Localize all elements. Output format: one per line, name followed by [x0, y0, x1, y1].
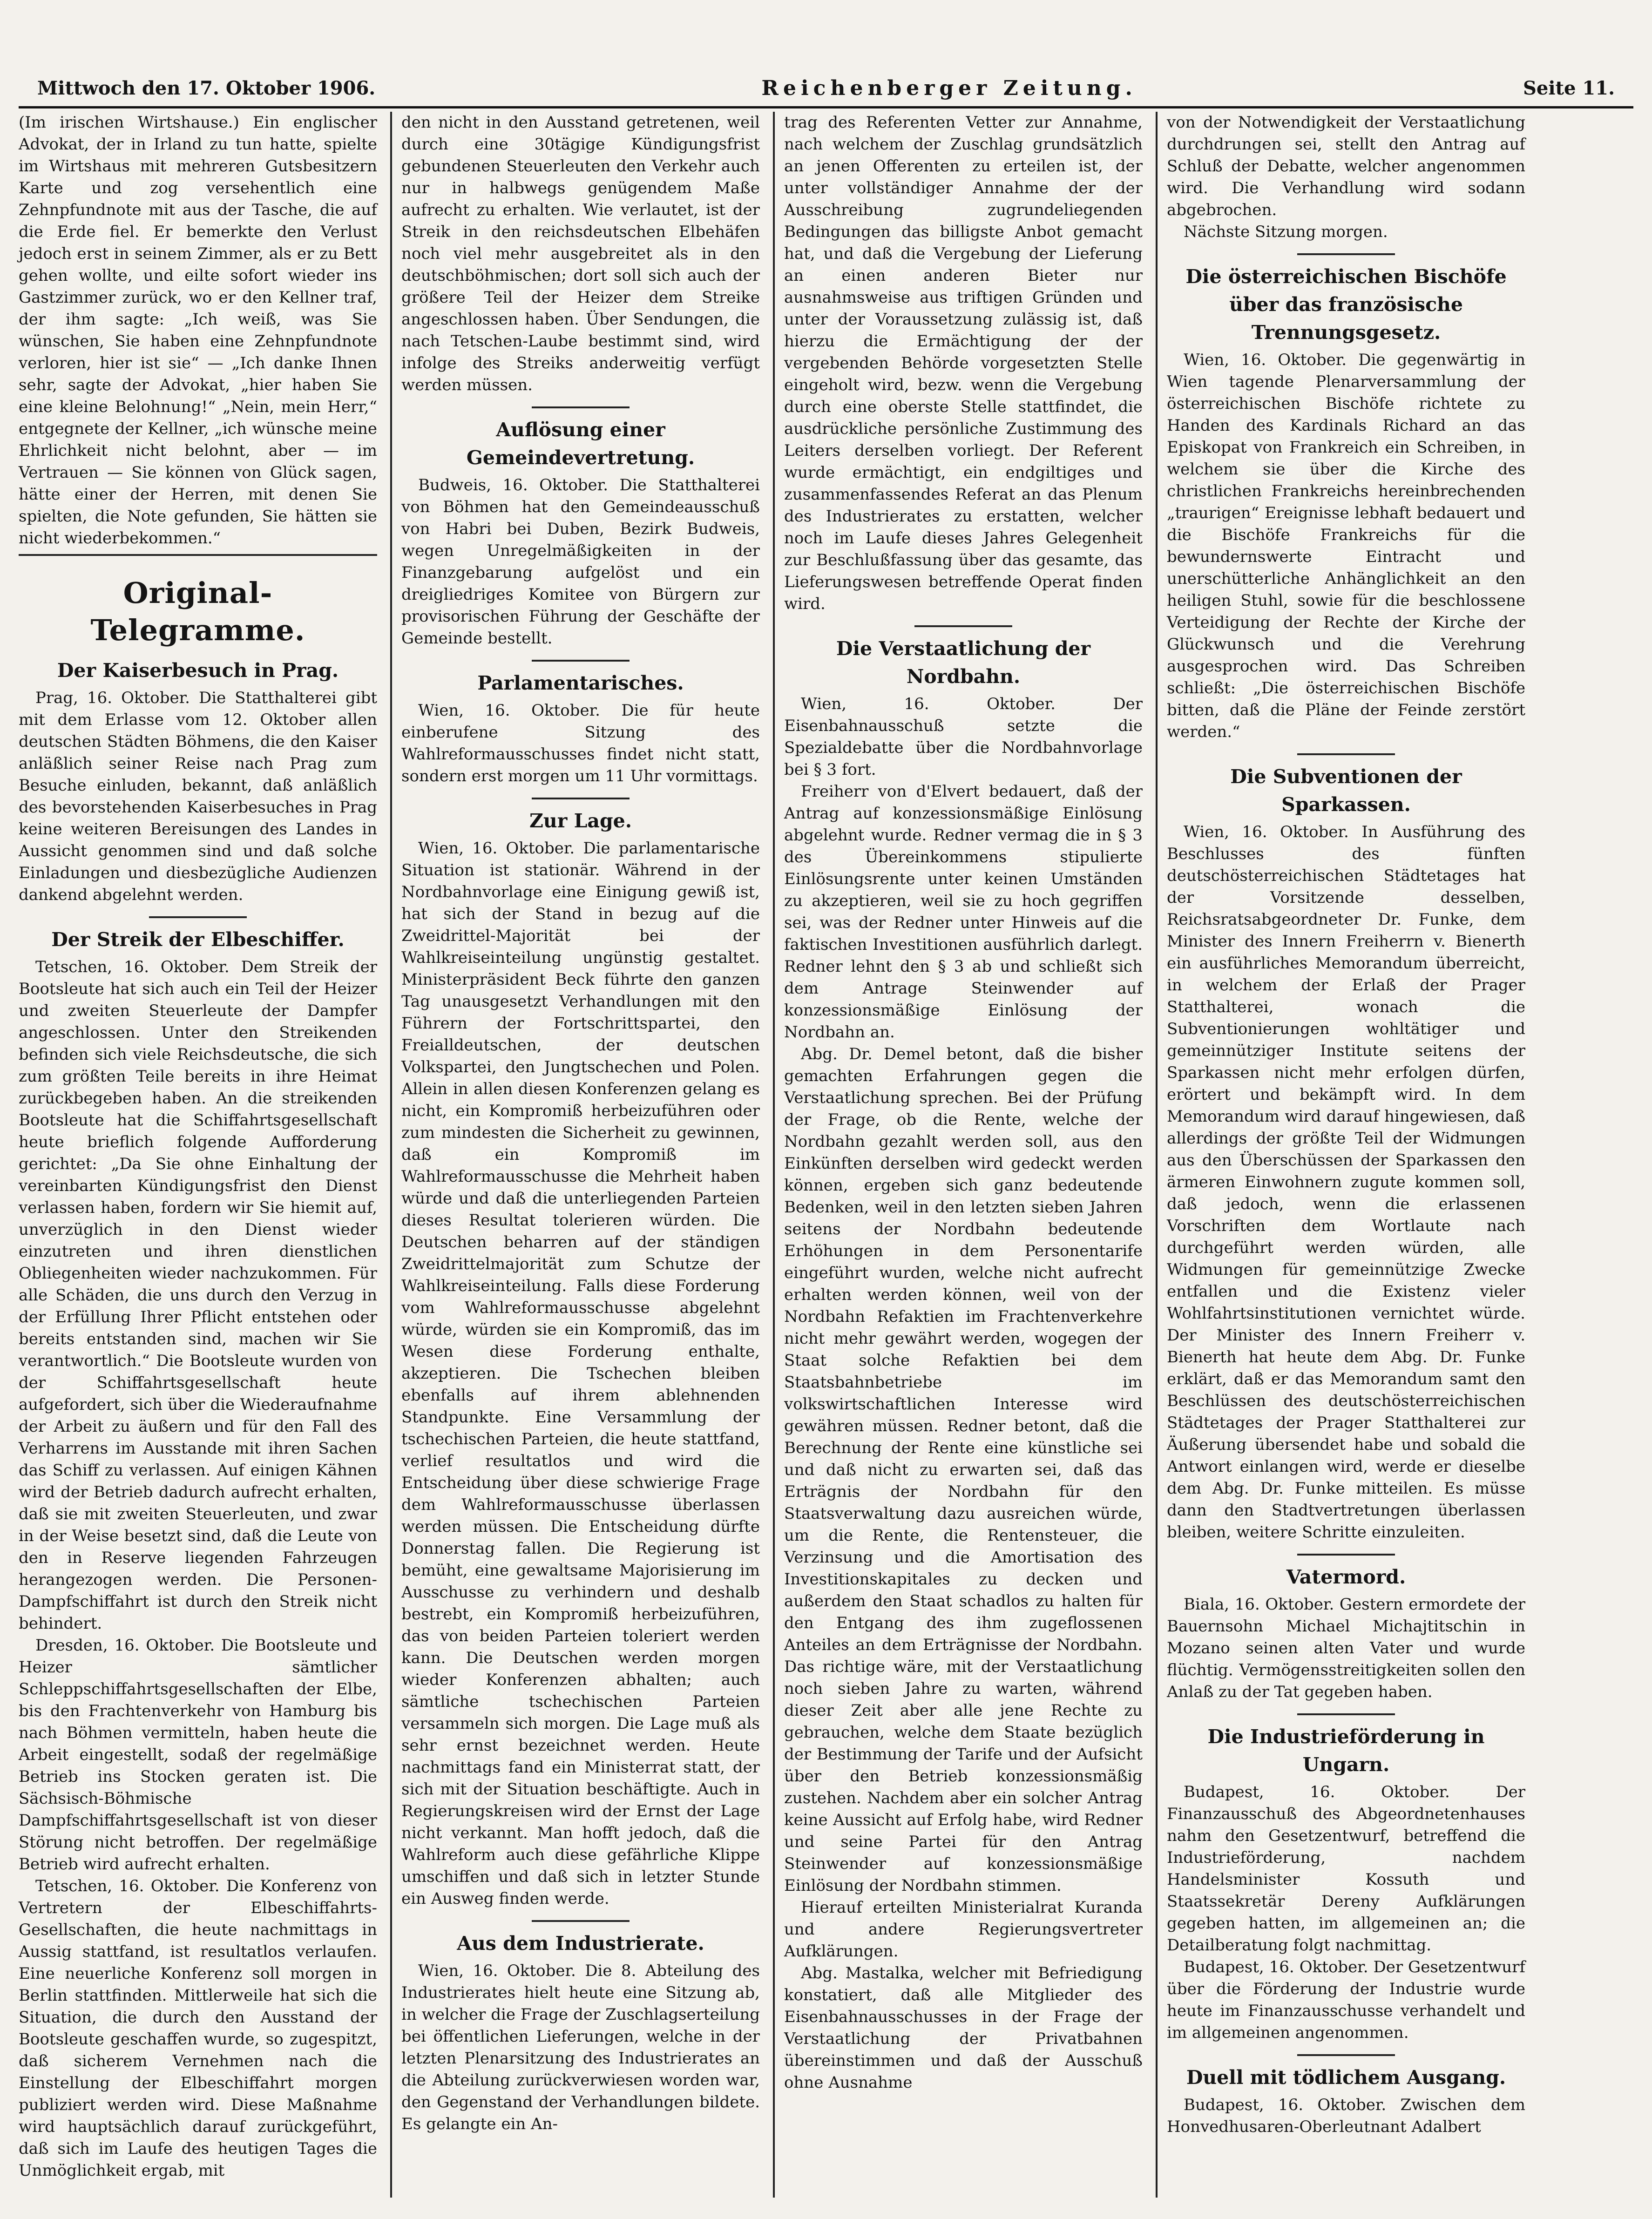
article-body-elbeschiffer-1: Tetschen, 16. Oktober. Dem Streik der Bootsleute hat sich auch ein Teil der Heizer und zweiten Steuerleute der Dampfer angeschlossen. Unter den Streikenden befinden sich viele Reichsdeutsche, die sich zum größten Teile bereits in ihre Heimat zurückbegeben haben. An die streikenden Bootsleute hat die Schiffahrtsgesellschaft heute brieflich folgende Aufforderung gerichtet: „Da Sie ohne Einhaltung der vereinbarten Kündigungsfrist den Dienst verlassen haben, fordern wir Sie hiemit auf, unverzüglich in den Dienst wieder einzutreten und ihren dienstlichen Obliegenheiten wieder nachzukommen. Für alle Schäden, die uns durch den Verzug in der Erfüllung Ihrer Pflicht entstehen oder bereits entstanden sind, machen wir Sie verantwortlich.“ Die Bootsleute wurden von der Schiffahrtsgesellschaft heute aufgefordert, sich über die Wiederaufnahme der Arbeit zu äußern und für den Fall des Verharrens im Ausstande mit ihren Sachen das Schiff zu verlassen. Auf einigen Kähnen wird der Betrieb dadurch aufrecht erhalten, daß sie mit zweiten Steuerleuten, und zwar in der Weise besetzt sind, daß die Leute von den in Reserve liegenden Fahrzeugen herangezogen werden. Die Personen-Dampfschiffahrt ist durch den Streik nicht behindert. — [19, 958, 377, 1633]
article-body-kaiserbesuch: Prag, 16. Oktober. Die Statthalterei gibt mit dem Erlasse vom 12. Oktober allen deutschen Städten Böhmens, die den Kaiser anläßlich seiner Reise nach Prag zum Besuche einluden, bekannt, daß anläßlich des bevorstehenden Kaiserbesuches in Prag keine weiteren Bereisungen des Landes in Aussicht genommen sind und daß solche Einladungen und diesbezügliche Audienzen dankend abgelehnt werden. — [19, 689, 377, 904]
separator — [1297, 253, 1395, 255]
article-body-elbeschiffer-3: Tetschen, 16. Oktober. Die Konferenz von Vertretern der Elbeschiffahrts-Gesellschaften, die heute nachmittags in Aussig stattfand, ist resultatlos verlaufen. Eine neuerliche Konferenz soll morgen in Berlin stattfinden. Mittlerweile hat sich die Situation, die durch den Ausstand der Bootsleute geschaffen wurde, so zugespitzt, daß sicherem Vernehmen nach die Einstellung der Elbeschiffahrt morgen publiziert werden wird. Diese Maßnahme wird hauptsächlich darauf zurückgeführt, daß sich im Laufe des heutigen Tages die Unmöglichkeit ergab, mit — [19, 1877, 377, 2180]
column-divider — [390, 112, 392, 2198]
article-body-industrierat: Wien, 16. Oktober. Die 8. Abteilung des Industrierates hielt heute eine Sitzung ab, in welcher die Frage der Zuschlagserteilung bei öffentlichen Lieferungen, welche in der letzten Plenarsitzung des Industrierates an die Abteilung zurückverwiesen worden war, den Gegenstand der Verhandlungen bildete. Es gelangte ein An- — [401, 1962, 760, 2133]
article-body-vatermord: Biala, 16. Oktober. Gestern ermordete der Bauernsohn Michael Michajtitschin in Mozano seinen alten Vater und wurde flüchtig. Vermögensstreitigkeiten sollen den Anlaß zu der Tat gegeben haben. — [1167, 1595, 1525, 1701]
masthead — [0, 70, 1652, 106]
article-title-sparkassen: Die Subventionen der Sparkassen. — [1230, 765, 1462, 816]
article-body-duell: Budapest, 16. Oktober. Zwischen dem Honvedhusaren-Oberleutnant Adalbert — [1167, 2096, 1525, 2136]
article-body-zur-lage: Wien, 16. Oktober. Die parlamentarische Situation ist stationär. Während in der Nordbahnvorlage eine Einigung gewiß ist, hat sich der Stand in bezug auf die Zweidrittel-Majorität bei der Wahlkreiseinteilung ungünstig gestaltet. Ministerpräsident Beck führte den ganzen Tag unausgesetzt Verhandlungen mit den Führern der Fortschrittspartei, den Freialldeutschen, der deutschen Volkspartei, den Jungtschechen und Polen. Allein in allen diesen Konferenzen gelang es nicht, ein Kompromiß herbeizuführen oder zum mindesten die Sicherheit zu gewinnen, daß ein Kompromiß im Wahlreformausschusse die Mehrheit haben würde und daß die unterliegenden Parteien dieses Resultat tolerieren würden. Die Deutschen beharren auf der ständigen Zweidrittelmajorität zum Schutze der Wahlkreiseinteilung. Falls diese Forderung vom Wahlreformausschusse abgelehnt würde, würden sie ein Kompromiß, das im Wesen diese Forderung enthalte, akzeptieren. Die Tschechen bleiben ebenfalls auf ihrem ablehnenden Standpunkte. Eine Versammlung der tschechischen Parteien, die heute stattfand, verlief resultatlos und wird die Entscheidung über diese schwierige Frage dem Wahlreformausschusse überlassen werden müssen. Die Entscheidung dürfte Donnerstag fallen. Die Regierung ist bemüht, eine gewaltsame Majorisierung im Ausschusse zu verhindern und deshalb bestrebt, ein Kompromiß herbeizuführen, das von beiden Parteien toleriert werden kann. Die Deutschen werden morgen wieder Konferenzen abhalten; auch sämtliche tschechischen Parteien versammeln sich morgen. Die Lage muß als sehr ernst bezeichnet werden. Heute nachmittags fand ein Ministerrat statt, der sich mit der Situation beschäftigte. Auch in Regierungskreisen wird der Ernst der Lage nicht verkannt. Man hofft jedoch, daß die Wahlreform auch diese gefährliche Klippe umschiffen und daß sich in letzter Stunde ein Ausweg finden werde. — [401, 839, 760, 1908]
anecdote-box — [19, 112, 377, 556]
separator — [1297, 1554, 1395, 1556]
separator — [532, 798, 630, 799]
separator — [914, 625, 1012, 627]
page-number: Seite 11. — [1523, 77, 1615, 99]
column-1 — [14, 112, 382, 2198]
article-body-nordbahn-5: Abg. Mastalka, welcher mit Befriedigung konstatiert, daß alle Mitglieder des Eisenbahnausschusses in der Frage der Verstaatlichung der Privatbahnen übereinstimmen und daß der Ausschuß ohne Ausnahme — [784, 1964, 1143, 2092]
separator — [532, 660, 630, 662]
column-divider — [1156, 112, 1158, 2198]
separator — [1297, 2054, 1395, 2056]
article-body-nordbahn-3: Abg. Dr. Demel betont, daß die bisher gemachten Erfahrungen gegen die Verstaatlichung sprechen. Bei der Prüfung der Frage, ob die Rente, welche der Nordbahn gezahlt werden soll, aus den Einkünften derselben wird gedeckt werden können, ergeben sich ganz bedeutende Bedenken, weil in den letzten sieben Jahren seitens der Nordbahn bedeutende Erhöhungen in dem Personentarife eingeführt wurden, welche nicht aufrecht erhalten werden können, weil von der Nordbahn Refaktien im Frachtenverkehre nicht mehr gewährt werden, wogegen der Staat solche Refaktien bei dem Staatsbahnbetriebe im volkswirtschaftlichen Interesse wird gewähren müssen. Redner betont, daß die Berechnung der Rente eine künstliche sei und daß nicht zu erwarten sei, daß das Erträgnis der Nordbahn für den Staatsverwaltung dazu ausreichen würde, um die Rente, die Rentensteuer, die Verzinsung und die Amortisation des Investitionskapitales zu decken und außerdem den Staat schadlos zu halten für den Entgang des ihm zugeflossenen Anteiles an dem Erträgnisse der Nordbahn. Das richtige wäre, mit der Verstaatlichung noch sieben Jahre zu warten, während dieser Zeit aber alle jene Rechte zu gebrauchen, welche dem Staate bezüglich der Bestimmung der Tarife und der Aufsicht über den Betrieb konzessionsmäßig zustehen. Nachdem aber ein solcher Antrag keine Aussicht auf Erfolg habe, wird Redner und seine Partei für den Antrag Steinwender auf konzessionsmäßige Einlösung der Nordbahn stimmen. — [784, 1045, 1143, 1895]
article-title-kaiserbesuch: Der Kaiserbesuch in Prag. — [57, 659, 339, 682]
article-title-parlamentarisches: Parlamentarisches. — [477, 672, 684, 694]
article-title-vatermord: Vatermord. — [1286, 1566, 1406, 1588]
masthead-rule — [19, 106, 1633, 108]
column-divider — [773, 112, 775, 2198]
article-body-nordbahn-1: Wien, 16. Oktober. Der Eisenbahnausschuß setzte die Spezialdebatte über die Nordbahnvorlage bei § 3 fort. — [784, 695, 1143, 779]
column-2 — [397, 112, 765, 2198]
column-3 — [779, 112, 1147, 2198]
article-title-bischoefe: Die österreichischen Bischöfe über das französische Trennungsgesetz. — [1185, 265, 1507, 344]
article-title-industriefoerderung: Die Industrieförderung in Ungarn. — [1207, 1725, 1485, 1776]
article-body-industriefoerderung-1: Budapest, 16. Oktober. Der Finanzausschuß des Abgeordnetenhauses nahm den Gesetzentwurf, betreffend die Industrieförderung, nachdem Handelsminister Kossuth und Staatssekretär Dereny Aufklärungen gegeben hatten, im allgemeinen an; die Detailberatung folgt nachmittag. — [1167, 1783, 1525, 1955]
article-body-gemeindevertretung: Budweis, 16. Oktober. Die Statthalterei von Böhmen hat den Gemeindeausschuß von Habri bei Duben, Bezirk Budweis, wegen Unregelmäßigkeiten in der Finanzgebarung aufgelöst und ein dreigliedriges Komitee von Bürgern zur provisorischen Führung der Geschäfte der Gemeinde bestellt. — [401, 476, 760, 648]
separator — [1297, 753, 1395, 755]
issue-date: Mittwoch den 17. Oktober 1906. — [37, 77, 376, 99]
article-title-duell: Duell mit tödlichem Ausgang. — [1186, 2066, 1506, 2089]
article-continuation: den nicht in den Ausstand getretenen, weil durch eine 30tägige Kündigungsfrist gebundenen Steuerleuten den Verkehr auch nur in halbwegs genügendem Maße aufrecht zu erhalten. Wie verlautet, ist der Streik in den reichsdeutschen Elbehäfen noch viel mehr ausgebreitet als in den deutschböhmischen; dort soll sich auch der größere Teil der Heizer dem Streike angeschlossen haben. Über Sendungen, die nach Tetschen-Laube bestimmt sind, wird infolge des Streiks anderweitig verfügt werden müssen. — [401, 113, 760, 394]
article-body-nordbahn-2: Freiherr von d'Elvert bedauert, daß der Antrag auf konzessionsmäßige Einlösung abgelehnt wurde. Redner vermag die in § 3 des Übereinkommens stipulierte Einlösungsrente unter keinen Umständen zu akzeptieren, weil sie zu hoch gegriffen sei, was der Redner unter Hinweis auf die faktischen Investitionen ausführlich darlegt. Redner lehnt den § 3 ab und schließt sich dem Antrage Steinwender auf konzessionsmäßige Einlösung der Nordbahn an. — [784, 782, 1143, 1042]
separator — [1297, 1713, 1395, 1715]
article-body-bischoefe: Wien, 16. Oktober. Die gegenwärtig in Wien tagende Plenarversammlung der österreichischen Bischöfe richtete zu Handen des Kardinals Richard an das Episkopat von Frankreich ein Schreiben, in welchem sie über die Kirche des christlichen Frankreichs hereinbrechenden „traurigen“ Ereignisse lebhaft bedauert und die Bischöfe Frankreichs für die bewundernswerte Eintracht und unerschütterliche Anhänglichkeit an den heiligen Stuhl, sowie für die beschlossene Verteidigung der Rechte der Kirche der Glückwunsch und die Verehrung ausgesprochen wird. Das Schreiben schließt: „Die österreichischen Bischöfe bitten, daß die Pläne der Feinde zerstört werden.“ — [1167, 351, 1525, 741]
separator — [149, 916, 247, 918]
article-body-nordbahn-4: Hierauf erteilten Ministerialrat Kuranda und andere Regierungsvertreter Aufklärungen. — [784, 1898, 1143, 1961]
separator — [532, 406, 630, 408]
article-body-industriefoerderung-2: Budapest, 16. Oktober. Der Gesetzentwurf über die Förderung der Industrie wurde heute im Finanzausschusse verhandelt und im allgemeinen angenommen. — [1167, 1958, 1525, 2042]
anecdote-text: (Im irischen Wirtshause.) Ein englischer Advokat, der in Irland zu tun hatte, spielte im Wirtshaus mit mehreren Gutsbesitzern Karte und zog versehentlich eine Zehnpfundnote mit aus der Tasche, die auf die Erde fiel. Er bemerkte den Verlust jedoch erst in seinem Zimmer, als er zu Bett gehen wollte, und eilte sofort wieder ins Gastzimmer zurück, wo er den Kellner traf, der ihm sagte: „Ich weiß, was Sie wünschen, Sie haben eine Zehnpfundnote verloren, hier ist sie“ — „Ich danke Ihnen sehr, sagte der Advokat, „hier haben Sie eine kleine Belohnung!“ „Nein, mein Herr,“ entgegnete der Kellner, „ich wünsche meine Ehrlichkeit nicht belohnt, aber — im Vertrauen — Sie können von Glück sagen, hätte einer der Herren, mit denen Sie spielten, die Note gefunden, Sie hätten sie nicht wiederbekommen.“ — [19, 113, 377, 548]
article-title-zur-lage: Zur Lage. — [529, 810, 632, 832]
article-body-sparkassen: Wien, 16. Oktober. In Ausführung des Beschlusses des fünften deutschösterreichischen Städtetages hat der Vorsitzende desselben, Reichsratsabgeordneter Dr. Funke, dem Minister des Innern Freiherrn v. Bienerth ein ausführliches Memorandum überreicht, in welchem der Erlaß der Prager Statthalterei, wonach die Subventionierungen wohltätiger und gemeinnütziger Institute seitens der Sparkassen nicht mehr erfolgen dürfen, erörtert und bekämpft wird. In dem Memorandum wird darauf hingewiesen, daß allerdings der größte Teil der Widmungen aus den Überschüssen der Sparkassen den ärmeren Einwohnern zugute kommen soll, daß jedoch, wenn die erlassenen Vorschriften dem Wortlaute nach durchgeführt werden würden, alle Widmungen für gemeinnützige Zwecke entfallen und die Existenz vieler Wohlfahrtsinstitutionen vernichtet würde. Der Minister des Innern Freiherr v. Bienerth hat heute dem Abg. Dr. Funke erklärt, daß er das Memorandum samt den Beschlüssen des deutschösterreichischen Städtetages der Prager Statthalterei zur Äußerung übersendet habe und sobald die Antwort einlangen wird, werde er dieselbe dem Abg. Dr. Funke mitteilen. Es müsse dann den Stadtvertretungen überlassen bleiben, weitere Schritte einzuleiten. — [1167, 823, 1525, 1542]
article-continuation: trag des Referenten Vetter zur Annahme, nach welchem der Zuschlag grundsätzlich an jenen Offerenten zu erteilen ist, der unter vollständiger Annahme der der Ausschreibung zugrundeliegenden Bedingungen das billigste Anbot gemacht hat, und daß die Vergebung der Lieferung an einen anderen Bieter nur ausnahmsweise aus triftigen Gründen und unter der Voraussetzung zulässig ist, daß hierzu die Ermächtigung der der vergebenden Behörde vorgesetzten Stelle eingeholt wird, bezw. wenn die Vergebung durch eine oberste Stelle stattfindet, die ausdrückliche persönliche Zustimmung des Leiters derselben vorliegt. Der Referent wurde ermächtigt, ein endgiltiges und zusammenfassendes Referat an das Plenum des Industrierates zu erstatten, welcher noch im Laufe dieses Jahres Gelegenheit zur Beschlußfassung über das gesamte, das Lieferungswesen betreffende Operat finden wird. — [784, 113, 1143, 613]
article-continuation-2: Nächste Sitzung morgen. — [1184, 223, 1388, 241]
paper-name: Reichenberger Zeitung. — [761, 76, 1137, 100]
article-continuation: von der Notwendigkeit der Verstaatlichung durchdrungen sei, stellt den Antrag auf Schluß der Debatte, welcher angenommen wird. Die Verhandlung wird sodann abgebrochen. — [1167, 113, 1525, 219]
separator — [532, 1920, 630, 1922]
column-4 — [1162, 112, 1530, 2198]
article-body-elbeschiffer-2: Dresden, 16. Oktober. Die Bootsleute und Heizer sämtlicher Schleppschiffahrtsgesellschaften der Elbe, bis den Frachtenverkehr von Hamburg bis nach Böhmen vermitteln, haben heute die Arbeit eingestellt, sodaß der regelmäßige Betrieb ins Stocken geraten ist. Die Sächsisch-Böhmische Dampfschiffahrtsgesellschaft ist von dieser Störung nicht betroffen. Der regelmäßige Betrieb wird aufrecht erhalten. — [19, 1636, 377, 1874]
section-title: Original-Telegramme. — [90, 576, 305, 647]
article-title-gemeindevertretung: Auflösung einer Gemeindevertretung. — [466, 419, 695, 469]
article-body-parlamentarisches: Wien, 16. Oktober. Die für heute einberufene Sitzung des Wahlreformausschusses findet nicht statt, sondern erst morgen um 11 Uhr vormittags. — [401, 701, 760, 785]
article-title-nordbahn: Die Verstaatlichung der Nordbahn. — [836, 637, 1091, 688]
article-title-elbeschiffer: Der Streik der Elbeschiffer. — [51, 928, 345, 951]
article-title-industrierat: Aus dem Industrierate. — [457, 1932, 704, 1955]
